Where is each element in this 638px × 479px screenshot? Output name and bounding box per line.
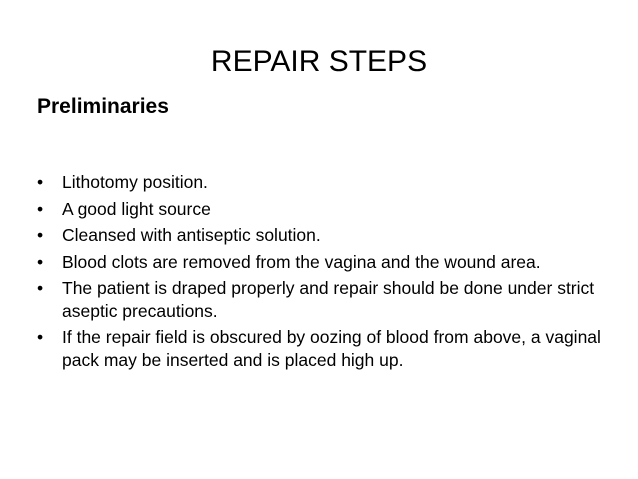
bullet-text: The patient is draped properly and repair should be done under strict aseptic precautions.	[62, 278, 595, 321]
bullet-text: Blood clots are removed from the vagina and the wound area.	[62, 251, 541, 272]
bullet-marker: •	[37, 251, 44, 272]
bullet-item	[37, 277, 605, 322]
bullet-marker: •	[37, 278, 44, 298]
bullet-text: Cleansed with antiseptic solution.	[62, 225, 321, 245]
bullet-list	[37, 171, 605, 375]
section-heading: Preliminaries	[37, 95, 169, 118]
bullet-marker: •	[37, 198, 44, 219]
bullet-item	[37, 251, 605, 274]
bullet-item	[37, 224, 605, 247]
bullet-item	[37, 326, 605, 371]
bullet-marker: •	[37, 327, 44, 347]
bullet-marker: •	[37, 225, 44, 245]
bullet-item	[37, 198, 605, 221]
bullet-text: Lithotomy position.	[62, 172, 208, 192]
slide-title: REPAIR STEPS	[210, 45, 428, 78]
bullet-marker: •	[37, 172, 44, 192]
bullet-text: A good light source	[62, 198, 211, 219]
bullet-text: If the repair field is obscured by oozing of blood from above, a vaginal pack may be inserted and is placed high up.	[62, 327, 601, 370]
bullet-item	[37, 171, 605, 194]
